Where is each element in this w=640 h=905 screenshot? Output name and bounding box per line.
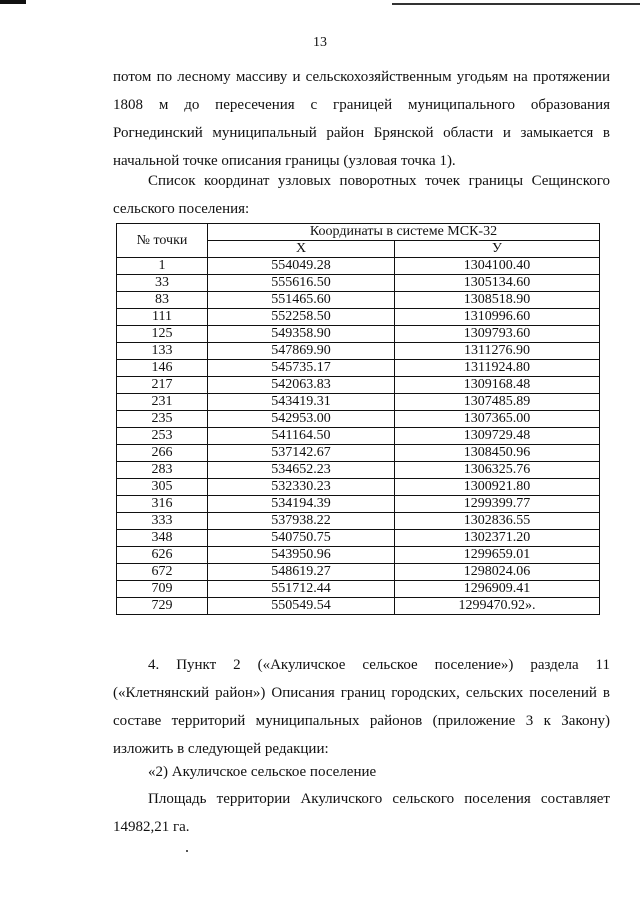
y-coordinate-cell: 1304100.40 (395, 258, 600, 275)
table-row (117, 275, 600, 292)
y-coordinate-cell: 1310996.60 (395, 309, 600, 326)
y-column-header: У (395, 241, 600, 258)
y-coordinate-cell: 1311276.90 (395, 343, 600, 360)
table-row (117, 309, 600, 326)
y-coordinate-cell: 1307365.00 (395, 411, 600, 428)
point-number-cell: 235 (117, 411, 208, 428)
table-row (117, 581, 600, 598)
paragraph-line: («Клетнянский район») Описания границ городских, сельских поселений в (113, 685, 610, 701)
y-coordinate-cell: 1299470.92». (395, 598, 600, 615)
x-coordinate-cell: 534194.39 (208, 496, 395, 513)
amendment-paragraph (113, 651, 610, 763)
table-row (117, 343, 600, 360)
point-number-header: № точки (117, 224, 208, 258)
paragraph-line: составе территорий муниципальных районов (приложение 3 к Закону) (113, 713, 610, 729)
paragraph-line: Площадь территории Акуличского сельского поселения составляет (148, 791, 610, 807)
x-column-header: X (208, 241, 395, 258)
point-number-cell: 709 (117, 581, 208, 598)
x-coordinate-cell: 537142.67 (208, 445, 395, 462)
boundary-description-paragraph (113, 63, 610, 175)
y-coordinate-cell: 1302371.20 (395, 530, 600, 547)
y-coordinate-cell: 1311924.80 (395, 360, 600, 377)
point-number-cell: 672 (117, 564, 208, 581)
point-number-cell: 333 (117, 513, 208, 530)
table-row (117, 292, 600, 309)
point-number-cell: 348 (117, 530, 208, 547)
table-row (117, 496, 600, 513)
coordinate-system-header: Координаты в системе МСК-32 (208, 224, 600, 241)
paragraph-line: 1808 м до пересечения с границей муниципального образования (113, 97, 610, 113)
page-number: 13 (313, 35, 327, 50)
table-row (117, 547, 600, 564)
x-coordinate-cell: 550549.54 (208, 598, 395, 615)
paragraph-line: изложить в следующей редакции: (113, 741, 329, 757)
x-coordinate-cell: 551465.60 (208, 292, 395, 309)
y-coordinate-cell: 1309168.48 (395, 377, 600, 394)
x-coordinate-cell: 543950.96 (208, 547, 395, 564)
x-coordinate-cell: 551712.44 (208, 581, 395, 598)
y-coordinate-cell: 1298024.06 (395, 564, 600, 581)
point-number-cell: 316 (117, 496, 208, 513)
section-heading: «2) Акуличское сельское поселение (148, 764, 377, 780)
point-number-cell: 111 (117, 309, 208, 326)
y-coordinate-cell: 1309793.60 (395, 326, 600, 343)
x-coordinate-cell: 547869.90 (208, 343, 395, 360)
table-row (117, 377, 600, 394)
y-coordinate-cell: 1309729.48 (395, 428, 600, 445)
x-coordinate-cell: 542063.83 (208, 377, 395, 394)
point-number-cell: 231 (117, 394, 208, 411)
x-coordinate-cell: 548619.27 (208, 564, 395, 581)
point-number-cell: 125 (117, 326, 208, 343)
point-number-cell: 1 (117, 258, 208, 275)
area-paragraph (113, 785, 610, 841)
y-coordinate-cell: 1302836.55 (395, 513, 600, 530)
scan-edge-mark-left (0, 0, 26, 4)
scan-edge-mark-right (392, 3, 640, 5)
paragraph-line: начальной точке описания границы (узловая точка 1). (113, 153, 456, 169)
point-number-cell: 305 (117, 479, 208, 496)
table-row (117, 428, 600, 445)
table-row (117, 462, 600, 479)
table-row (117, 411, 600, 428)
point-number-cell: 283 (117, 462, 208, 479)
y-coordinate-cell: 1308518.90 (395, 292, 600, 309)
table-row (117, 598, 600, 615)
table-row (117, 530, 600, 547)
table-row (117, 513, 600, 530)
coordinate-list-caption (113, 167, 610, 223)
x-coordinate-cell: 549358.90 (208, 326, 395, 343)
table-row (117, 326, 600, 343)
point-number-cell: 133 (117, 343, 208, 360)
paragraph-line: Список координат узловых поворотных точек границы Сещинского (148, 173, 610, 189)
x-coordinate-cell: 555616.50 (208, 275, 395, 292)
y-coordinate-cell: 1306325.76 (395, 462, 600, 479)
point-number-cell: 253 (117, 428, 208, 445)
x-coordinate-cell: 532330.23 (208, 479, 395, 496)
table-row (117, 564, 600, 581)
x-coordinate-cell: 552258.50 (208, 309, 395, 326)
paragraph-line: Рогнединский муниципальный район Брянской области и замыкается в (113, 125, 610, 141)
point-number-cell: 217 (117, 377, 208, 394)
y-coordinate-cell: 1300921.80 (395, 479, 600, 496)
y-coordinate-cell: 1296909.41 (395, 581, 600, 598)
scan-speck (186, 850, 188, 852)
point-number-cell: 729 (117, 598, 208, 615)
point-number-cell: 146 (117, 360, 208, 377)
x-coordinate-cell: 541164.50 (208, 428, 395, 445)
point-number-cell: 266 (117, 445, 208, 462)
x-coordinate-cell: 545735.17 (208, 360, 395, 377)
y-coordinate-cell: 1305134.60 (395, 275, 600, 292)
y-coordinate-cell: 1308450.96 (395, 445, 600, 462)
table-row (117, 258, 600, 275)
paragraph-line: потом по лесному массиву и сельскохозяйственным угодьям на протяжении (113, 69, 610, 85)
point-number-cell: 33 (117, 275, 208, 292)
point-number-cell: 626 (117, 547, 208, 564)
y-coordinate-cell: 1307485.89 (395, 394, 600, 411)
paragraph-line: 4. Пункт 2 («Акуличское сельское поселение») раздела 11 (148, 657, 610, 673)
table-row (117, 479, 600, 496)
x-coordinate-cell: 534652.23 (208, 462, 395, 479)
table-row (117, 394, 600, 411)
table-row (117, 445, 600, 462)
paragraph-line: сельского поселения: (113, 201, 250, 217)
y-coordinate-cell: 1299659.01 (395, 547, 600, 564)
x-coordinate-cell: 542953.00 (208, 411, 395, 428)
x-coordinate-cell: 540750.75 (208, 530, 395, 547)
x-coordinate-cell: 543419.31 (208, 394, 395, 411)
y-coordinate-cell: 1299399.77 (395, 496, 600, 513)
point-number-cell: 83 (117, 292, 208, 309)
x-coordinate-cell: 537938.22 (208, 513, 395, 530)
x-coordinate-cell: 554049.28 (208, 258, 395, 275)
table-row (117, 360, 600, 377)
coordinate-table (116, 223, 600, 615)
paragraph-line: 14982,21 га. (113, 819, 190, 835)
